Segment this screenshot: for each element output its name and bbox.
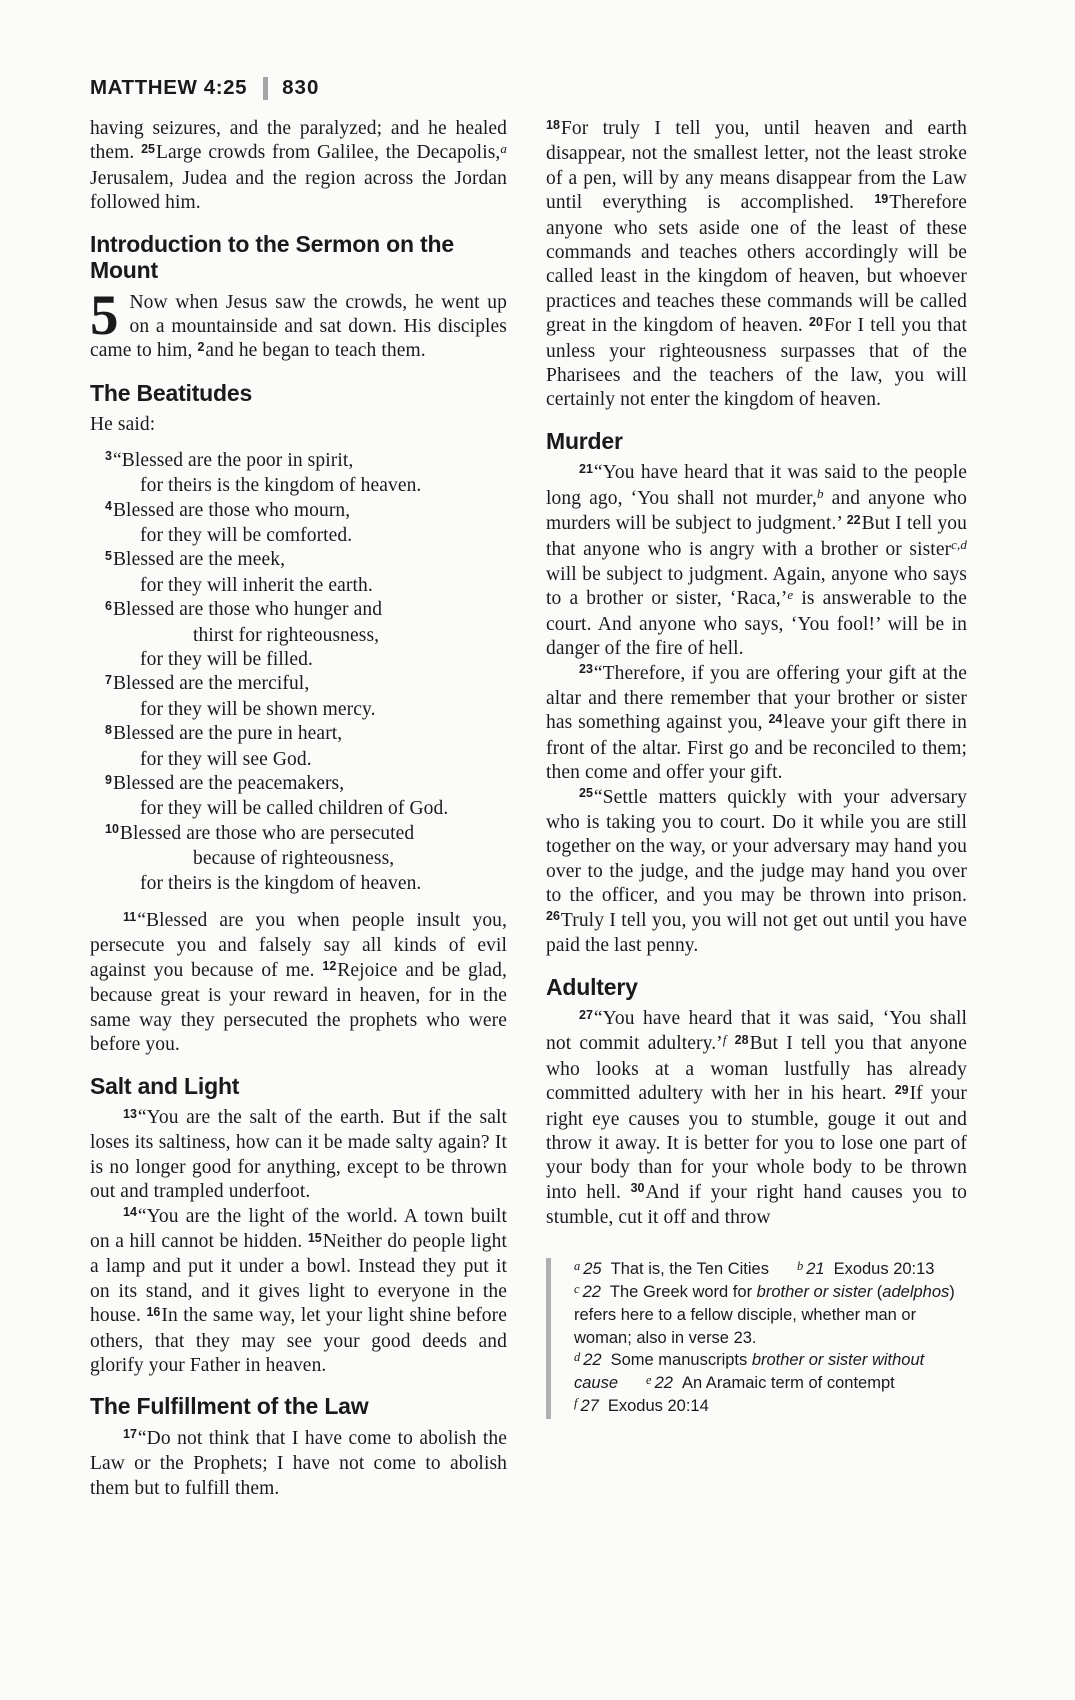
verse-paragraph: He said: [90,414,156,436]
footnote-verse-ref: 21 [806,1259,825,1278]
footnote-verse-ref: 22 [583,1350,602,1369]
footnote-letter: e [646,1373,652,1388]
footnote-group [574,1349,967,1396]
poetry-line: for theirs is the kingdom of heaven. [140,872,422,894]
footnote-marker: a [500,140,507,156]
verse-paragraph: $^{14}$“You are the light of the world. A town built on a hill cannot be hidden. $^{15}$Neither do people light a lamp and put it under a bowl. Instead they put it on its stand, and it gives light to everyone in the house. $^{16}$In the same way, let your light shine before others, that they may see your good deeds and glorify your Father in heaven. [90,1205,507,1377]
poetry-line: for they will see God. [140,748,312,770]
column-right [546,117,967,1501]
verse-number: 14 [123,1205,137,1220]
footnote-verse-ref: 27 [580,1397,599,1416]
verse-number: 20 [809,314,823,329]
verse-paragraph: $^{11}$“Blessed are you when people insult you, persecute you and falsely say all kinds of evil against you because of me. $^{12}$Rejoice and be glad, because great is your reward in heaven, for in the same way they persecuted the prophets who were before you. [90,909,507,1056]
verse-number: 25 [579,786,593,801]
section-heading: Adultery [546,973,638,1000]
verse-number: 23 [579,662,593,677]
poetry-line: for theirs is the kingdom of heaven. [140,475,422,497]
verse-number: 24 [768,711,783,726]
running-head: MATTHEW 4:25 [90,76,248,99]
footnote-verse-ref: 22 [582,1282,601,1301]
verse-number: 17 [123,1427,137,1442]
poetry-line: for they will be filled. [140,649,313,670]
verse-number: 5 [105,548,112,563]
poetry-line: for they will be shown mercy. [140,698,376,720]
verse-number: 25 [141,141,155,156]
verse-paragraph: $^{21}$“You have heard that it was said to the people long ago, ‘You shall not murder,$^b$ and anyone who murders will be subject to judgment.’ $^{22}$But I tell you that anyone who is angry with a brother or sister$^{c,d}$ will be subject to judgment. Again, anyone who says to a brother or sister, ‘Raca,’$^e$ is answerable to the court. And anyone who says, ‘You fool!’ will be in danger of the fire of hell. [546,461,967,660]
poetry-line: because of righteousness, [193,848,395,870]
verse-number: 10 [105,822,119,837]
chapter-paragraph: 5 Now when Jesus saw the crowds, he went up on a mountainside and sat down. His disciples came to him, $^2$and he began to teach them. [90,283,507,362]
poetry-line: $^{10}$Blessed are those who are persecuted [105,822,415,844]
footnote: $^f$ 27 Exodus 20:14 [574,1396,709,1416]
poetry-line: $^8$Blessed are the pure in heart, [105,722,343,745]
chapter-number: 5 [90,283,119,347]
verse-number: 9 [105,772,112,787]
text-columns [90,117,967,1501]
verse-paragraph: $^{18}$For truly I tell you, until heaven and earth disappear, not the smallest letter, not the least stroke of a pen, will by any means disappear from the Law until everything is accomplished. $^{19}$Therefore anyone who sets aside one of the least of these commands and teaches others accordingly will be called least in the kingdom of heaven, but whoever practices and teaches these commands will be called great in the kingdom of heaven. $^{20}$For I tell you that unless your righteousness surpasses that of the Pharisees and the teachers of the law, you will certainly not enter the kingdom of heaven. [546,117,967,411]
verse-paragraph: $^{17}$“Do not think that I have come to abolish the Law or the Prophets; I have not come to abolish them but to fulfill them. [90,1427,507,1499]
verse-paragraph: $^{23}$“Therefore, if you are offering your gift at the altar and there remember that your brother or sister has something against you, $^{24}$leave your gift there in front of the altar. First go and be reconciled to them; then come and offer your gift. [546,662,967,784]
section-heading: Murder [546,427,623,454]
footnote: $^d$ 22 Some manuscripts brother or sister without cause [574,1349,925,1393]
page-header [90,76,967,100]
verse-paragraph: $^{13}$“You are the salt of the earth. But if the salt loses its saltiness, how can it be made salty again? It is no longer good for anything, except to be thrown out and trampled underfoot. [90,1106,507,1203]
poetry-line: $^5$Blessed are the meek, [105,548,286,571]
verse-number: 6 [105,598,112,613]
verse-paragraph: $^{25}$“Settle matters quickly with your adversary who is taking you to court. Do it while you are still together on the way, or your adversary may hand you over to the judge, and the judge may hand you over to the officer, and you may be thrown into prison. $^{26}$Truly I tell you, you will not get out until you have paid the last penny. [546,786,967,957]
italic-text: brother or sister [756,1282,873,1301]
footnote-letter: d [574,1349,581,1364]
section-heading: The Beatitudes [90,379,253,406]
poetry-line: $^4$Blessed are those who mourn, [105,499,351,521]
footnote-marker: f [722,1031,727,1047]
poetry-line: for they will be comforted. [140,524,353,546]
footnote-marker: e [787,586,794,602]
verse-number: 30 [630,1181,645,1196]
verse-paragraph: having seizures, and the paralyzed; and he healed them. $^{25}$Large crowds from Galilee, the Decapolis,$^a$ Jerusalem, Judea and the region across the Jordan followed him. [90,118,507,214]
verse-number: 28 [734,1032,749,1047]
section-heading: The Fulfillment of the Law [90,1393,369,1420]
poetry-line: $^3$“Blessed are the poor in spirit, [105,449,354,471]
footnote-verse-ref: 25 [583,1259,602,1278]
footnotes-block [546,1258,967,1419]
poetry-line: for they will inherit the earth. [140,574,373,596]
verse-number: 16 [146,1304,161,1319]
verse-number: 19 [874,191,889,206]
italic-text: adelphos [882,1282,950,1301]
verse-number: 18 [546,117,560,132]
poetry-line: for they will be called children of God. [140,798,449,820]
footnote: $^c$ 22 The Greek word for brother or sister (adelphos) refers here to a fellow disciple, whether man or woman; also in verse 23. [574,1281,955,1347]
footnote-marker: b [816,486,824,502]
footnote-marker: c,d [951,537,967,553]
verse-number: 29 [894,1082,909,1097]
verse-number: 13 [123,1106,137,1121]
verse-number: 12 [322,959,337,974]
poetry-line: $^7$Blessed are the merciful, [105,672,310,695]
verse-number: 26 [546,909,560,924]
poetry-block [90,449,507,896]
footnote-verse-ref: 22 [654,1374,673,1393]
poetry-line: thirst for righteousness, [193,624,380,646]
header-divider [263,77,268,100]
footnote: $^b$ 21 Exodus 20:13 [796,1258,935,1278]
column-left [90,117,507,1501]
footnote-letter: b [796,1258,804,1273]
footnote-group [574,1395,967,1418]
page-number: 830 [282,76,320,99]
italic-text: brother or sister without cause [574,1350,925,1393]
verse-number: 8 [105,722,112,737]
verse-paragraph: $^{27}$“You have heard that it was said, ‘You shall not commit adultery.’$^f$ $^{28}$But I tell you that anyone who looks at a woman lustfully has already committed adultery with her in his heart. $^{29}$If your right eye causes you to stumble, gouge it out and throw it away. It is better for you to lose one part of your body than for your whole body to be thrown into hell. $^{30}$And if your right hand causes you to stumble, cut it off and throw [546,1007,968,1229]
footnote-group [574,1258,967,1281]
verse-number: 22 [846,512,861,527]
verse-number: 3 [105,449,112,464]
footnote-group [574,1281,967,1349]
verse-number: 2 [197,339,205,354]
section-heading: Salt and Light [90,1072,240,1099]
verse-number: 4 [105,499,112,514]
footnote: $^e$ 22 An Aramaic term of contempt [646,1373,895,1393]
poetry-line: $^9$Blessed are the peacemakers, [105,772,345,795]
verse-number: 27 [579,1007,593,1022]
footnote-letter: a [574,1258,581,1273]
footnote-letter: c [574,1281,580,1296]
footnote-letter: f [574,1396,578,1411]
verse-number: 7 [105,672,112,687]
section-heading: Introduction to the Sermon on the Mount [90,230,454,284]
poetry-line: $^6$Blessed are those who hunger and [105,598,383,621]
verse-number: 11 [123,909,137,924]
verse-number: 15 [307,1230,322,1245]
footnote: $^a$ 25 That is, the Ten Cities [574,1258,769,1278]
verse-number: 21 [579,461,593,476]
